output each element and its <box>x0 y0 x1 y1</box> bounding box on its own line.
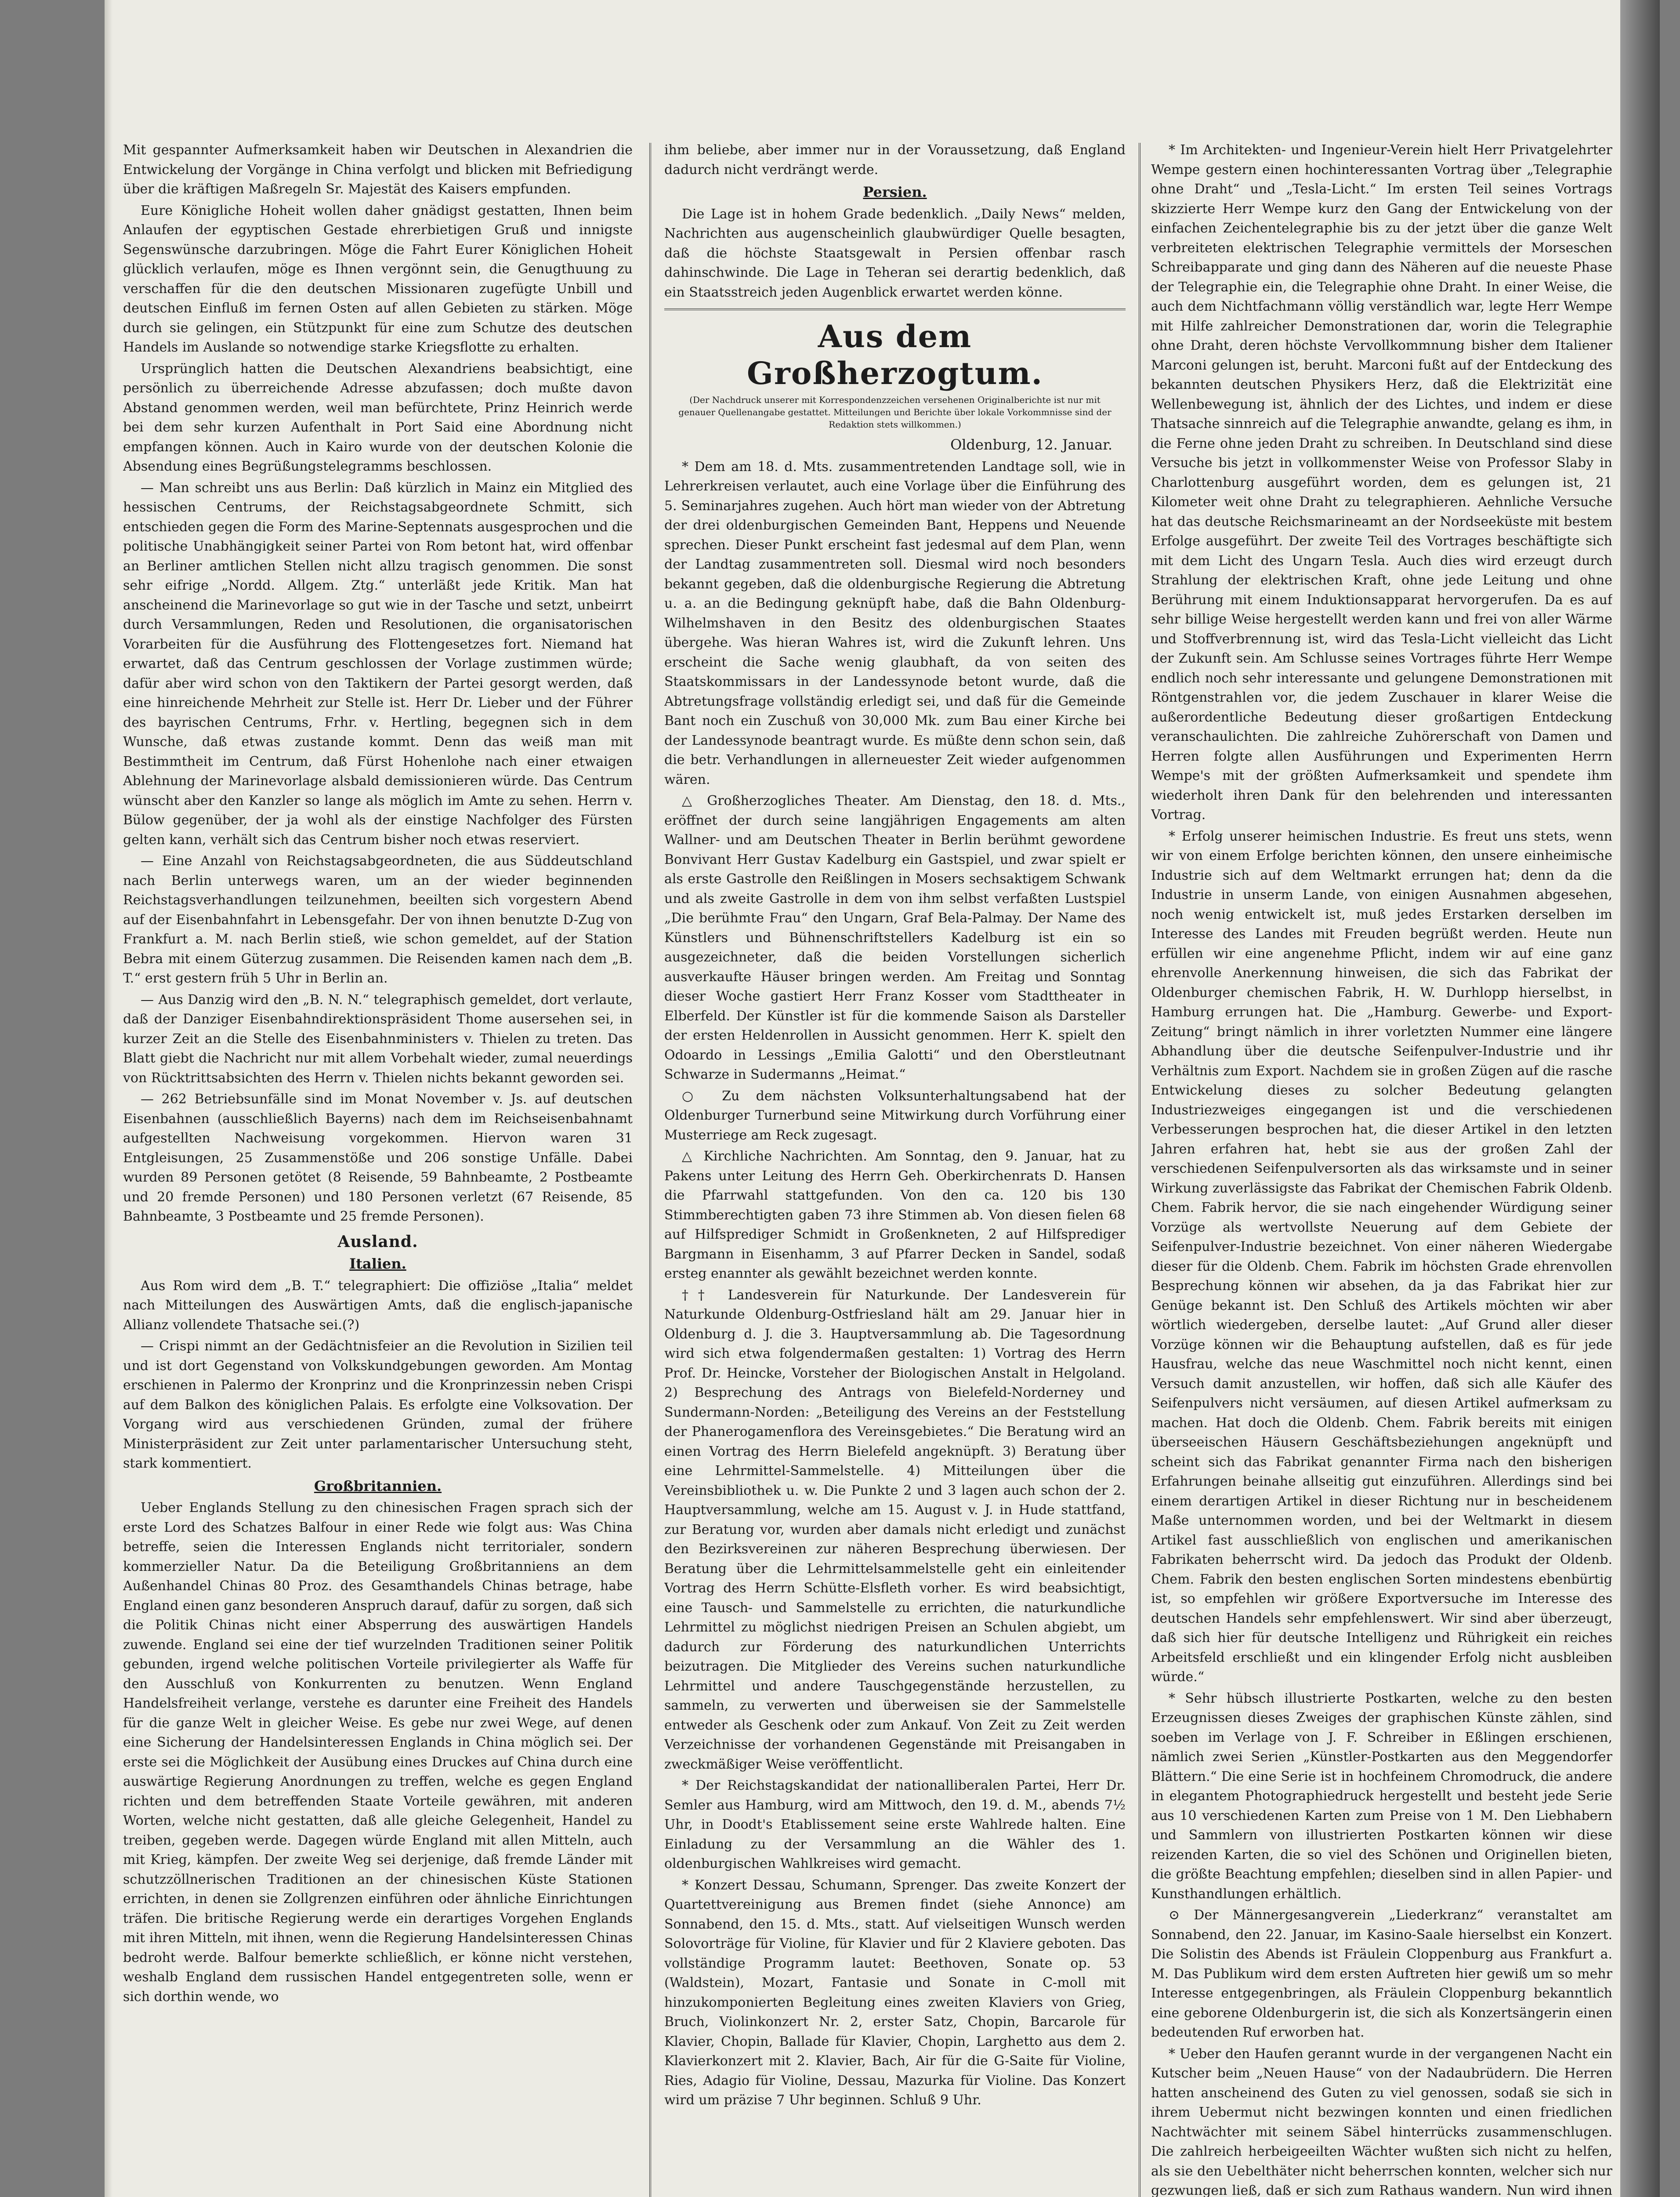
article-paragraph: — Eine Anzahl von Reichstagsabgeordneten, die aus Süddeutschland nach Berlin unterwegs waren, um an der wieder beginnenden Reichstagsverhandlungen teilzunehmen, beeilten sich vorgestern Abend auf der Eisenbahnfahrt in Lebensgefahr. Der von ihnen benutzte D-Zug von Frankfurt a. M. nach Berlin stieß, wie schon gemeldet, auf der Station Bebra mit einem Güterzug zusammen. Die Reisenden kamen nach dem „B. T.“ erst gestern früh 5 Uhr in Berlin an. <box>123 853 633 986</box>
article-paragraph: * Erfolg unserer heimischen Industrie. Es freut uns stets, wenn wir von einem Erfolge berichten können, den unsere einheimische Industrie sich auf dem Weltmarkt errungen hat; denn da die Industrie in unserm Lande, von einigen Ausnahmen abgesehen, noch wenig entwickelt ist, muß jedes Erstarken derselben im Interesse des Landes mit Freuden begrüßt werden. Heute nun erfüllen wir eine angenehme Pflicht, indem wir auf eine ganz ehrenvolle Anerkennung hinweisen, die sich das Fabrikat der Oldenburger chemischen Fabrik, H. W. Durhlopp hierselbst, in Hamburg errungen hat. Die „Hamburg. Gewerbe- und Export-Zeitung“ bringt nämlich in ihrer vorletzten Nummer eine längere Abhandlung über die deutsche Seifenpulver-Industrie und ihr Verhältnis zum Export. Nachdem sie in großen Zügen auf die rasche Entwickelung dieses zu solcher Bedeutung gelangten Industriezweiges eingegangen ist und die verschiedenen Verbesserungen besprochen hat, die dieser Artikel in den letzten Jahren erfahren hat, hebt sie aus der großen Zahl der verschiedenen Seifenpulversorten als das wirksamste und in seiner Wirkung zuverlässigste das Fabrikat der Chemischen Fabrik Oldenb. Chem. Fabrik hervor, die sie nach eingehender Würdigung seiner Vorzüge als wertvollste Neuerung auf dem Gebiete der Seifenpulver-Industrie bezeichnet. Von einer näheren Wiedergabe dieser für die Oldenb. Chem. Fabrik im höchsten Grade ehrenvollen Besprechung können wir absehen, da ja das Fabrikat hier zur Genüge bekannt ist. Den Schluß des Artikels möchten wir aber wörtlich wiedergeben, derselbe lautet: „Auf Grund aller dieser Vorzüge können wir die Behauptung aufstellen, daß es für jede Hausfrau, welche das neue Waschmittel noch nicht kennt, einen Versuch damit anzustellen, wir hoffen, daß sich alle Käufer des Seifenpulvers nicht versäumen, auf diesen Artikel aufmerksam zu machen. Hat doch die Oldenb. Chem. Fabrik bereits mit einigen überseeischen Häusern Geschäftsbeziehungen angeknüpft und scheint sich das Fabrikat genannter Firma nach den bisherigen Erfahrungen beinahe allseitig gut einzuführen. Allerdings sind bei einem derartigen Artikel in dieser Richtung nur in bescheidenem Maße unternommen worden, und bei der Weltmarkt in diesem Artikel fast ausschließlich von englischen und amerikanischen Fabrikaten beherrscht wird. Da jedoch das Produkt der Oldenb. Chem. Fabrik den besten englischen Sorten mindestens ebenbürtig ist, so empfehlen wir größere Exportversuche im Interesse des deutschen Handels sehr empfehlenswert. Wir sind aber überzeugt, daß sich hier für deutsche Intelligenz und Rührigkeit ein reiches Arbeitsfeld erschließt und ein klingender Erfolg nicht ausbleiben würde.“ <box>1151 828 1612 1685</box>
section-heading-ausland: Ausland. <box>337 1232 418 1251</box>
article-paragraph: * Sehr hübsch illustrierte Postkarten, welche zu den besten Erzeugnissen dieses Zweiges der graphischen Künste zählen, sind soeben im Verlage von J. F. Schreiber in Eßlingen erschienen, nämlich zwei Serien „Künstler-Postkarten aus den Meggendorfer Blättern.“ Die eine Serie ist in hochfeinem Chromodruck, die andere in elegantem Photographiedruck hergestellt und besteht jede Serie aus 10 verschiedenen Karten zum Preise von 1 M. Den Liebhabern und Sammlern von illustrierten Postkarten können wir diese reizenden Karten, die so viel des Schönen und Originellen bieten, die größte Beachtung empfehlen; dieselben sind in allen Papier- und Kunsthandlungen erhältlich. <box>1151 1690 1612 1902</box>
article-paragraph: Ursprünglich hatten die Deutschen Alexandriens beabsichtigt, eine persönlich zu überreichende Adresse abzufassen; doch mußte davon Abstand genommen werden, weil man befürchtete, Prinz Heinrich werde bei dem sehr kurzen Aufenthalt in Port Said eine Abordnung nicht empfangen können. Auch in Kairo wurde von der deutschen Kolonie die Absendung eines Begrüßungstelegramms beschlossen. <box>123 361 633 474</box>
article-paragraph: △ Kirchliche Nachrichten. Am Sonntag, den 9. Januar, hat zu Pakens unter Leitung des Herrn Geh. Oberkirchenrats D. Hansen die Pfarrwahl stattgefunden. Von den ca. 120 bis 130 Stimmberechtigten gaben 73 ihre Stimmen ab. Von diesen fielen 68 auf Hilfsprediger Schmidt in Großenkneten, 2 auf Hilfsprediger Bargmann in Eisenhamm, 3 auf Pfarrer Decken in Sandel, sodaß ersteg enannter als gewählt bezeichnet werden konnte. <box>664 1149 1126 1281</box>
article-paragraph: * Konzert Dessau, Schumann, Sprenger. Das zweite Konzert der Quartettvereinigung aus Bremen findet (siehe Annonce) am Sonnabend, den 15. d. Mts., statt. Auf vielseitigen Wunsch werden Solovorträge für Violine, für Klavier und für 2 Klaviere geboten. Das vollständige Programm lautet: Beethoven, Sonate op. 53 (Waldstein), Mozart, Fantasie und Sonate in C-moll mit hinzukomponierten Begleitung eines zweiten Klaviers von Grieg, Bruch, Violinkonzert Nr. 2, erster Satz, Chopin, Barcarole für Klavier, Chopin, Ballade für Klavier, Chopin, Larghetto aus dem 2. Klavierkonzert mit 2. Klavier, Bach, Air für die G-Saite für Violine, Ries, Adagio für Violine, Dessau, Mazurka für Violine. Das Konzert wird um präzise 7 Uhr beginnen. Schluß 9 Uhr. <box>664 1877 1126 2108</box>
article-paragraph: * Dem am 18. d. Mts. zusammentretenden Landtage soll, wie in Lehrerkreisen verlautet, auch eine Vorlage über die Einführung des 5. Seminarjahres zugehen. Auch hört man wieder von der Abtretung der drei oldenburgischen Gemeinden Bant, Heppens und Neuende sprechen. Dieser Punkt erscheint fast jedesmal auf dem Plan, wenn der Landtag zusammentreten soll. Diesmal wird noch besonders bekannt gegeben, daß die oldenburgische Regierung die Abtretung u. a. an die Bedingung geknüpft habe, daß die Bahn Oldenburg-Wilhelmshaven in den Besitz des oldenburgischen Staates übergehe. Was hieran Wahres ist, wird die Zukunft lehren. Uns erscheint die Sache wenig glaubhaft, da von seiten des Staatskommissars in der Landessynode betont wurde, daß die Abtretungsfrage vollständig erledigt sei, und daß für die Gemeinde Bant noch ein Zuschuß von 30,000 Mk. zum Bau einer Kirche bei der Landessynode beantragt wurde. Es müßte denn schon sein, daß die betr. Verhandlungen in allerneuester Zeit wieder aufgenommen wären. <box>664 459 1126 787</box>
section-divider <box>664 308 1126 310</box>
column-3 <box>1151 141 1612 2197</box>
reprint-notice: (Der Nachdruck unserer mit Korrespondenzzeichen versehenen Originalberichte ist nur mit genauer Quellenangabe gestattet. Mitteilungen und Berichte über lokale Vorkommnisse sind der Redaktion stets willkommen.) <box>678 395 1112 430</box>
subheading-italien: Italien. <box>349 1255 406 1272</box>
article-paragraph: ○ Zu dem nächsten Volksunterhaltungsabend hat der Oldenburger Turnerbund seine Mitwirkung durch Vorführung einer Musterriege am Reck zugesagt. <box>664 1088 1126 1143</box>
subheading-grossbritannien: Großbritannien. <box>314 1477 442 1494</box>
subheading-persien: Persien. <box>863 184 927 200</box>
article-paragraph: ihm beliebe, aber immer nur in der Voraussetzung, daß England dadurch nicht verdrängt werde. <box>664 142 1126 178</box>
column-1 <box>123 141 633 2197</box>
article-paragraph: Aus Rom wird dem „B. T.“ telegraphiert: Die offiziöse „Italia“ meldet nach Mitteilungen des Auswärtigen Amts, daß die englisch-japanische Allianz vollendete Thatsache sei.(?) <box>123 1278 633 1333</box>
article-paragraph: ⊙ Der Männergesangverein „Liederkranz“ veranstaltet am Sonnabend, den 22. Januar, im Kasino-Saale hierselbst ein Konzert. Die Solistin des Abends ist Fräulein Cloppenburg aus Frankfurt a. M. Das Publikum wird dem ersten Auftreten hier gewiß um so mehr Interesse entgegenbringen, als Fräulein Cloppenburg bekanntlich eine geborene Oldenburgerin ist, die sich als Konzertsängerin einen bedeutenden Ruf erworben hat. <box>1151 1907 1612 2040</box>
column-rule-2 <box>1139 143 1141 2197</box>
article-paragraph: — Crispi nimmt an der Gedächtnisfeier an die Revolution in Sizilien teil und ist dort Gegenstand von Volkskundgebungen geworden. Am Montag erschienen in Palermo der Kronprinz und die Kronprinzessin neben Crispi auf dem Balkon des königlichen Palais. Es erfolgte eine Volksovation. Der Vorgang wird aus verschiedenen Gründen, zumal der frühere Ministerpräsident zur Zeit unter parlamentarischer Untersuchung steht, stark kommentiert. <box>123 1338 633 1471</box>
article-paragraph: * Der Reichstagskandidat der nationalliberalen Partei, Herr Dr. Semler aus Hamburg, wird am Mittwoch, den 19. d. M., abends 7½ Uhr, in Doodt's Etablissement seine erste Wahlrede halten. Eine Einladung zu der Versammlung an die Wähler des 1. oldenburgischen Wahlkreises wird gemacht. <box>664 1778 1126 1871</box>
section-masthead: Aus dem Großherzogtum. <box>747 318 1043 392</box>
article-paragraph: †† Landesverein für Naturkunde. Der Landesverein für Naturkunde Oldenburg-Ostfriesland hält am 29. Januar hier in Oldenburg d. J. die 3. Hauptversammlung ab. Die Tagesordnung wird sich etwa folgendermaßen gestalten: 1) Vortrag des Herrn Prof. Dr. Heincke, Vorsteher der Biologischen Anstalt in Helgoland. 2) Besprechung des Antrags von Bielefeld-Norderney und Sundermann-Norden: „Beteiligung des Vereins an der Feststellung der Phanerogamenflora des Vereinsgebietes.“ Die Beratung wird an einen Vortrag des Herrn Bielefeld angeknüpft. 3) Beratung über eine Lehrmittel-Sammelstelle. 4) Mitteilungen über die Vereinsbibliothek u. w. Die Punkte 2 und 3 lagen auch schon der 2. Hauptversammlung, welche am 15. August v. J. in Hude stattfand, zur Beratung vor, wurden aber damals nicht erledigt und zunächst den Bezirksvereinen zur näheren Besprechung überwiesen. Der Beratung über die Lehrmittelsammelstelle geht ein einleitender Vortrag des Herrn Schütte-Elsfleth vorher. Es wird beabsichtigt, eine Tausch- und Sammelstelle zu errichten, die naturkundliche Lehrmittel zu möglichst niedrigen Preisen an Schulen abgiebt, um dadurch zur Förderung des naturkundlichen Unterrichts beizutragen. Die Mitglieder des Vereins suchen naturkundliche Lehrmittel und andere Tauschgegenstände herzustellen, zu sammeln, zu verwerten und überweisen sie der Sammelstelle entweder als Geschenk oder zum Ankauf. Von Zeit zu Zeit werden Verzeichnisse der vorhandenen Gegenstände mit Preisangaben in zweckmäßiger Weise veröffentlicht. <box>664 1287 1126 1772</box>
column-rule-1 <box>649 143 651 2197</box>
dateline: Oldenburg, 12. Januar. <box>950 436 1112 453</box>
article-paragraph: * Im Architekten- und Ingenieur-Verein hielt Herr Privatgelehrter Wempe gestern einen hochinteressanten Vortrag über „Telegraphie ohne Draht“ und „Tesla-Licht.“ Im ersten Teil seines Vortrags skizzierte Herr Wempe kurz den Gang der Entwickelung von der einfachen Zeichentelegraphie bis zu der jetzt über die ganze Welt verbreiteten elektrischen Telegraphie vermittels der Morseschen Schreibapparate und ging dann des Näheren auf die neueste Phase der Telegraphie ein, die Telegraphie ohne Draht. In einer Weise, die auch dem Nichtfachmann völlig verständlich war, legte Herr Wempe mit Hilfe zahlreicher Demonstrationen dar, worin die Telegraphie ohne Draht, deren höchste Vervollkommnung bisher dem Italiener Marconi gelungen ist, beruht. Marconi fußt auf der Entdeckung des bekannten deutschen Physikers Herz, daß die Elektrizität eine Wellenbewegung ist, ähnlich der des Lichtes, und indem er diese Thatsache sinnreich auf die Telegraphie anwandte, gelang es ihm, in die Ferne ohne jeden Draht zu schreiben. In Deutschland sind diese Versuche bis jetzt in vollkommenster Weise von Professor Slaby in Charlottenburg ausgeführt worden, dem es gelungen ist, 21 Kilometer weit ohne Draht zu telegraphieren. Aehnliche Versuche hat das deutsche Reichsmarineamt an der Nordseeküste mit bestem Erfolge ausgeführt. Der zweite Teil des Vortrages beschäftigte sich mit dem Licht des Ungarn Tesla. Auch dies wird erzeugt durch Strahlung der elektrischen Kraft, ohne jede Leitung und ohne Berührung mit einem Induktionsapparat hervorgerufen. Da es auf sehr billige Weise hergestellt werden kann und frei von aller Wärme und Stoffverbrennung ist, wird das Tesla-Licht vielleicht das Licht der Zukunft sein. Am Schlusse seines Vortrages führte Herr Wempe endlich noch sehr interessante und gelungene Demonstrationen mit Röntgenstrahlen vor, die jedem Zuschauer in klarer Weise die außerordentliche Bedeutung dieser großartigen Entdeckung veranschaulichten. Die zahlreiche Zuhörerschaft von Damen und Herren folgte allen Ausführungen und Experimenten Herrn Wempe's mit der größten Aufmerksamkeit und spendete ihm wiederholt ihren Dank für den belehrenden und interessanten Vortrag. <box>1151 142 1612 823</box>
article-paragraph: Mit gespannter Aufmerksamkeit haben wir Deutschen in Alexandrien die Entwickelung der Vorgänge in China verfolgt und blicken mit Befriedigung über die kräftigen Maßregeln Sr. Majestät des Kaisers empfunden. <box>123 142 633 197</box>
article-paragraph: — 262 Betriebsunfälle sind im Monat November v. Js. auf deutschen Eisenbahnen (ausschließlich Bayerns) nach dem im Reichseisenbahnamt aufgestellten Nachweisung vorgekommen. Hiervon waren 31 Entgleisungen, 25 Zusammenstöße und 206 sonstige Unfälle. Dabei wurden 89 Personen getötet (8 Reisende, 59 Bahnbeamte, 2 Postbeamte und 20 fremde Personen) und 180 Personen verletzt (67 Reisende, 85 Bahnbeamte, 3 Postbeamte und 25 fremde Personen). <box>123 1091 633 1224</box>
article-paragraph: Eure Königliche Hoheit wollen daher gnädigst gestatten, Ihnen beim Anlaufen der egyptischen Gestade ehrerbietigen Gruß und innigste Segenswünsche darzubringen. Möge die Fahrt Eurer Königlichen Hoheit glücklich verlaufen, möge es Ihnen vergönnt sein, die Genugthuung zu verschaffen für die den deutschen Missionaren zugefügte Unbill und deutschen Einfluß im fernen Osten auf allen Gebieten zu stärken. Möge durch sie gelingen, ein Stützpunkt für eine zum Schutze des deutschen Handels im Auslande so notwendige starke Kriegsflotte zu erhalten. <box>123 203 633 355</box>
article-paragraph: — Man schreibt uns aus Berlin: Daß kürzlich in Mainz ein Mitglied des hessischen Centrums, der Reichstagsabgeordnete Schmitt, sich entschieden gegen die Form des Marine-Septennats ausgesprochen und die politische Unabhängigkeit seiner Partei von Rom betont hat, wird offenbar an Berliner amtlichen Stellen nicht allzu tragisch genommen. Die sonst sehr eifrige „Nordd. Allgem. Ztg.“ unterläßt jede Kritik. Man hat anscheinend die Marinevorlage so gut wie in der Tasche und setzt, unbeirrt durch Versammlungen, Reden und Resolutionen, die organisatorischen Vorarbeiten für die Ausführung des Flottengesetzes fort. Niemand hat erwartet, daß das Centrum geschlossen der Vorlage zustimmen würde; dafür aber wird schon von den Taktikern der Partei gesorgt werden, daß eine hinreichende Mehrheit zur Stelle ist. Herr Dr. Lieber und der Führer des bayrischen Centrums, Frhr. v. Hertling, begegnen sich in dem Wunsche, daß etwas zustande kommt. Denn das weiß man mit Bestimmtheit im Centrum, daß Fürst Hohenlohe nach einer etwaigen Ablehnung der Marinevorlage alsbald demissionieren würde. Das Centrum wünscht aber den Kanzler so lange als möglich im Amte zu sehen. Herrn v. Bülow gegenüber, der ja wohl als der einstige Nachfolger des Fürsten gelten kann, verhält sich das Centrum bisher noch etwas reserviert. <box>123 480 633 848</box>
scan-edge-shadow <box>1620 0 1660 2197</box>
column-2 <box>664 141 1126 2197</box>
article-paragraph: △ Großherzogliches Theater. Am Dienstag, den 18. d. Mts., eröffnet der durch seine langjährigen Engagements am alten Wallner- und am Deutschen Theater in Berlin berühmt gewordene Bonvivant Herr Gustav Kadelburg ein Gastspiel, und zwar spielt er als erste Gastrolle den Reißlingen in Mosers sechsaktigem Schwank und als zweite Gastrolle in dem von ihm selbst verfaßten Lustspiel „Die berühmte Frau“ den Ungarn, Graf Bela-Palmay. Der Name des Künstlers und Bühnenschriftstellers Kadelburg ist ein so ausgezeichneter, daß die beiden Vorstellungen sicherlich ausverkaufte Häuser bringen werden. Am Freitag und Sonntag dieser Woche gastiert Herr Franz Kosser vom Stadttheater in Elberfeld. Der Künstler ist für die kommende Saison als Darsteller der ersten Heldenrollen in Aussicht genommen. Herr K. spielt den Odoardo in Lessings „Emilia Galotti“ und den Oberstleutnant Schwarze in Sudermanns „Heimat.“ <box>664 793 1126 1082</box>
article-paragraph: — Aus Danzig wird den „B. N. N.“ telegraphisch gemeldet, dort verlaute, daß der Danziger Eisenbahndirektionspräsident Thome ausersehen sei, in kurzer Zeit an die Stelle des Eisenbahnministers v. Thielen zu treten. Das Blatt giebt die Nachricht nur mit allem Vorbehalt wieder, zumal neuerdings von Rücktrittsabsichten des Herrn v. Thielen nichts bekannt geworden sei. <box>123 992 633 1086</box>
article-paragraph: Ueber Englands Stellung zu den chinesischen Fragen sprach sich der erste Lord des Schatzes Balfour in einer Rede wie folgt aus: Was China betreffe, seien die Interessen Englands nicht territorialer, sondern kommerzieller Natur. Da die Beteiligung Großbritanniens an dem Außenhandel Chinas 80 Proz. des Gesamthandels Chinas betrage, habe England einen ganz besonderen Anspruch darauf, dafür zu sorgen, daß sich die Politik Chinas nicht einer Absperrung des auswärtigen Handels zuwende. England sei eine der tief wurzelnden Traditionen seiner Politik gebunden, irgend welche politischen Vorteile privilegierter als Waffe für den Ausschluß von Konkurrenten zu benutzen. Wenn England Handelsfreiheit verlange, verstehe es darunter eine Freiheit des Handels für die ganze Welt in gleicher Weise. Es gebe nur zwei Wege, auf denen eine Sicherung der Handelsinteressen Englands in China möglich sei. Der erste sei die Möglichkeit der Ausübung eines Druckes auf China durch eine auswärtige Regierung Anordnungen zu treffen, welche es gegen England richten und dem betreffenden Staate Vorteile gewähren, mit anderen Worten, welche nicht gestatten, daß alle gleiche Gelegenheit, Handel zu treiben, gegeben werde. Dagegen würde England mit allen Mitteln, auch mit Krieg, kämpfen. Der zweite Weg sei derjenige, daß fremde Länder mit schutzzöllnerischen Traditionen an der chinesischen Küste Stationen errichten, in denen sie Zollgrenzen einführen oder ähnliche Einrichtungen träfen. Die britische Regierung werde ein derartiges Vorgehen Englands mit ihren Mitteln, mit ihnen, wenn die Regierung Handelsinteressen Chinas bedroht werde. Balfour bemerkte schließlich, er könne nicht verstehen, weshalb England dem russischen Handel entgegentreten solle, wenn er sich dorthin wende, wo <box>123 1500 633 2005</box>
article-paragraph: * Ueber den Haufen gerannt wurde in der vergangenen Nacht ein Kutscher beim „Neuen Hause“ von der Nadaubrüdern. Die Herren hatten anscheinend des Guten zu viel genossen, sodaß sie sich in ihrem Uebermut nicht bezwingen konnten und einen friedlichen Nachtwächter mit seinem Säbel hinterrücks zusammenschlugen. Die zahlreich herbeigeeilten Wächter wußten sich nicht zu helfen, als sie den Uebelthäter nicht beherrschen konnten, welcher sich nur gezwungen ließ, daß er sich zum Rathaus wandern. Nun wird ihnen <box>1151 2046 1612 2197</box>
article-paragraph: Die Lage ist in hohem Grade bedenklich. „Daily News“ melden, Nachrichten aus augenscheinlich glaubwürdiger Quelle besagten, daß die höchste Staatsgewalt in Persien offenbar rasch dahinschwinde. Die Lage in Teheran sei derartig bedenklich, daß ein Staatsstreich jeden Augenblick erwartet werden könne. <box>664 206 1126 300</box>
